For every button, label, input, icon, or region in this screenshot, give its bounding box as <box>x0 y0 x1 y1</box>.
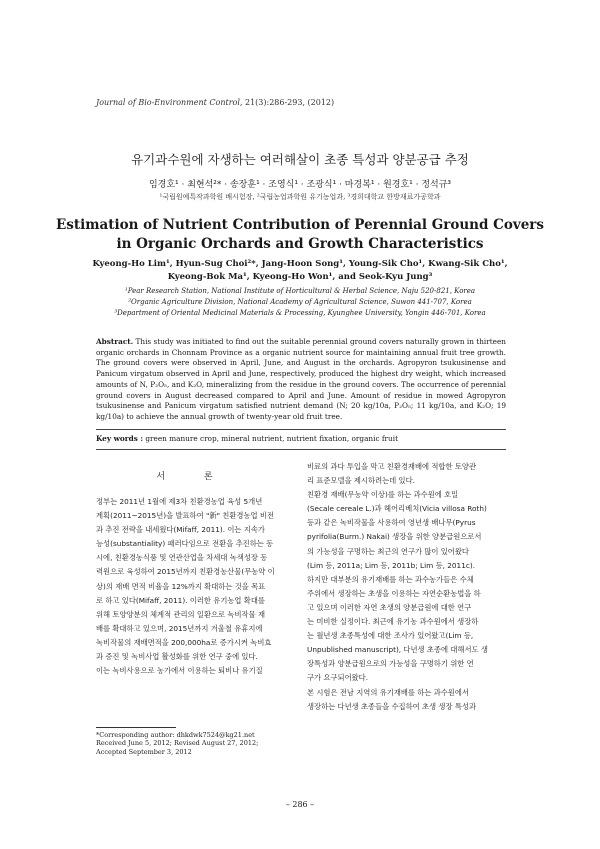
footnote <box>96 731 296 756</box>
text-line: 로 하고 있다(Mifaff, 2011). 이러한 유기농업 확대를 <box>96 595 265 605</box>
text-line: 능성(substantiality) 패러다임으로 전환을 추진하는 동 <box>96 539 274 549</box>
english-authors-line1: Kyeong-Ho Lim¹, Hyun-Sug Choi²*, Jang-Hoon Song¹, Young-Sik Cho¹, Kwang-Sik Cho¹, <box>92 259 508 269</box>
english-affiliations <box>0 286 600 319</box>
journal-volume: 21(3):286-293, (2012) <box>245 98 335 107</box>
keywords-divider <box>96 449 506 450</box>
korean-authors: 임경호¹ · 최현석²* · 송장훈¹ · 조영식¹ · 조광식¹ · 마경복¹ · 원경호¹ · 정석규³ <box>148 180 452 190</box>
english-authors-line2: Kyeong-Bok Ma¹, Kyeong-Ho Won¹, and Seok-Kyu Jung³ <box>167 272 433 282</box>
text-line: (Lim 등, 2011a; Lim 등, 2011b; Lim 등, 2011c). <box>307 560 476 570</box>
section-heading-introduction: 서 론 <box>156 472 231 482</box>
english-title <box>0 216 600 254</box>
text-line: 위해 토양양분의 체계적 관리의 일환으로 녹비작물 재 <box>96 609 265 619</box>
english-title-line1: Estimation of Nutrient Contribution of Perennial Ground Covers <box>55 217 545 233</box>
text-line: 과 추진 전략을 내세웠다(Mifaff, 2011). 이는 지속가 <box>96 525 265 535</box>
corresponding-author: *Corresponding author: dhkdwk7524@kg21.net <box>96 731 255 739</box>
text-line: 구가 요구되어왔다. <box>307 673 369 683</box>
keywords-text: green manure crop, mineral nutrient, nutrient fixation, organic fruit <box>145 434 399 443</box>
text-line: pyrifolia(Burm.) Nakai) 생장을 위한 양분급원으로서 <box>307 532 482 542</box>
text-line: 이는 녹비사용으로 농가에서 이용하는 퇴비나 유기질 <box>96 666 263 676</box>
text-line: 비료의 과다 투입을 막고 친환경재배에 적합한 토양관 <box>307 462 476 471</box>
text-line: 과 증진 및 녹비사업 활성화를 위한 연구 중에 있다. <box>96 652 258 662</box>
english-title-line2: in Organic Orchards and Growth Characteristics <box>116 236 484 252</box>
keywords <box>96 434 506 443</box>
text-line: 고 있으며 이러한 자연 초생의 양분급원에 대한 연구 <box>307 602 472 612</box>
page-number: – 286 – <box>285 800 315 809</box>
text-line: 는 미비한 실정이다. 최근에 유기농 과수원에서 생장하 <box>307 617 479 627</box>
affiliation-1: ¹Pear Research Station, National Institute of Horticultural & Herbal Science, Naju 520-821, Korea <box>124 287 476 295</box>
text-line: 녹비작물의 재배면적을 200,000ha로 증가시켜 녹비효 <box>96 637 272 647</box>
text-line: 본 시험은 전남 지역의 유기재배를 하는 과수원에서 <box>307 687 469 697</box>
accepted-date: Accepted September 3, 2012 <box>96 747 192 756</box>
affiliation-2: ²Organic Agriculture Division, National Academy of Agricultural Science, Suwon 441-707, Korea <box>128 298 472 306</box>
korean-affiliations: ¹국립원예특작과학원 배시험장, ²국립농업과학원 유기농업과, ³경희대학교 한방재료가공학과 <box>159 193 441 201</box>
keywords-label: Key words : <box>96 434 144 443</box>
text-line: 는 월년생 초종특성에 대한 조사가 있어왔고(Lim 등, <box>307 631 474 641</box>
text-line: 리 표준모델을 제시하려는데 있다. <box>307 476 415 486</box>
text-line: 주위에서 생장하는 초생을 이용하는 자연순환농법을 하 <box>307 588 481 598</box>
abstract-divider <box>96 429 506 430</box>
abstract-text: This study was initiated to find out the suitable perennial ground covers naturally grown in thirteen organic orchards in Chonnam Province as a organic nutrient source for maintaining annual fruit tree growth. The ground covers were observed in April, June, and August in the orchards. Agropyron tsukusinense and Panicum virgatum observed in April and June, respectively, produced the highest dry weight, which increased amounts of N, P₂O₅, and K₂O, mineralizing from the residue in the ground covers. The occurrence of perennial ground covers in August decreased compared to April and June. Amount of residue in mowed Agropyron tsukusinense and Panicum virgatum satisfied nutrient demand (N; 20 kg/10a, P₂O₅; 11 kg/10a, and K₂O; 19 kg/10a) to achieve the annual growth of twenty-year old fruit tree. <box>96 337 507 421</box>
text-line: 하지만 대부분의 유기재배를 하는 과수농가들은 수체 <box>307 574 474 584</box>
right-column-body <box>307 460 502 714</box>
text-line: Unpublished manuscript), 다년생 초종에 대해서도 생 <box>307 645 488 655</box>
footnote-divider <box>96 727 176 728</box>
text-line: 친환경 재배(무농약 이상)를 하는 과수원에 호밀 <box>307 490 459 500</box>
text-line: 력원으로 육성하여 2015년까지 친환경농산물(무농약 이 <box>96 567 275 577</box>
text-line: 상)의 재배 면적 비율을 12%까지 확대하는 것을 목표 <box>96 581 266 591</box>
abstract-label: Abstract. <box>96 337 134 346</box>
text-line: 계획(2011~2015년)을 발표하여 "新" 친환경농업 비전 <box>96 511 274 521</box>
text-line: 시에, 친환경농식품 및 연관산업을 차세대 녹색성장 동 <box>96 553 268 563</box>
text-line: 장특성과 양분급원으로의 가능성을 구명하기 위한 연 <box>307 659 474 669</box>
received-date: Received June 5, 2012; Revised August 27, 2012; <box>96 739 259 748</box>
text-line: 정부는 2011년 1월에 제3차 친환경농업 육성 5개년 <box>96 497 263 506</box>
journal-citation <box>96 98 334 107</box>
text-line: 배를 확대하고 있으며, 2015년까지 겨울철 유휴지에 <box>96 623 263 633</box>
journal-name: Journal of Bio-Environment Control, <box>96 98 243 107</box>
abstract <box>96 337 506 423</box>
english-authors <box>0 258 600 284</box>
left-column-body <box>96 495 291 678</box>
korean-title: 유기과수원에 자생하는 여러해살이 초종 특성과 양분공급 추정 <box>131 152 469 167</box>
text-line: 생장하는 다년생 초종들을 수집하여 초생 생장 특성과 <box>307 701 476 711</box>
text-line: 의 가능성을 구명하는 최근의 연구가 많이 있어왔다 <box>307 546 469 556</box>
text-line: (Secale cereale L.)과 헤어리베치(Vicia villosa Roth) <box>307 504 487 514</box>
text-line: 등과 같은 녹비작물을 사용하여 영년생 배나무(Pyrus <box>307 518 476 528</box>
affiliation-3: ³Department of Oriental Medicinal Materials & Processing, Kyunghee University, Yongin 446-701, Korea <box>114 309 486 317</box>
